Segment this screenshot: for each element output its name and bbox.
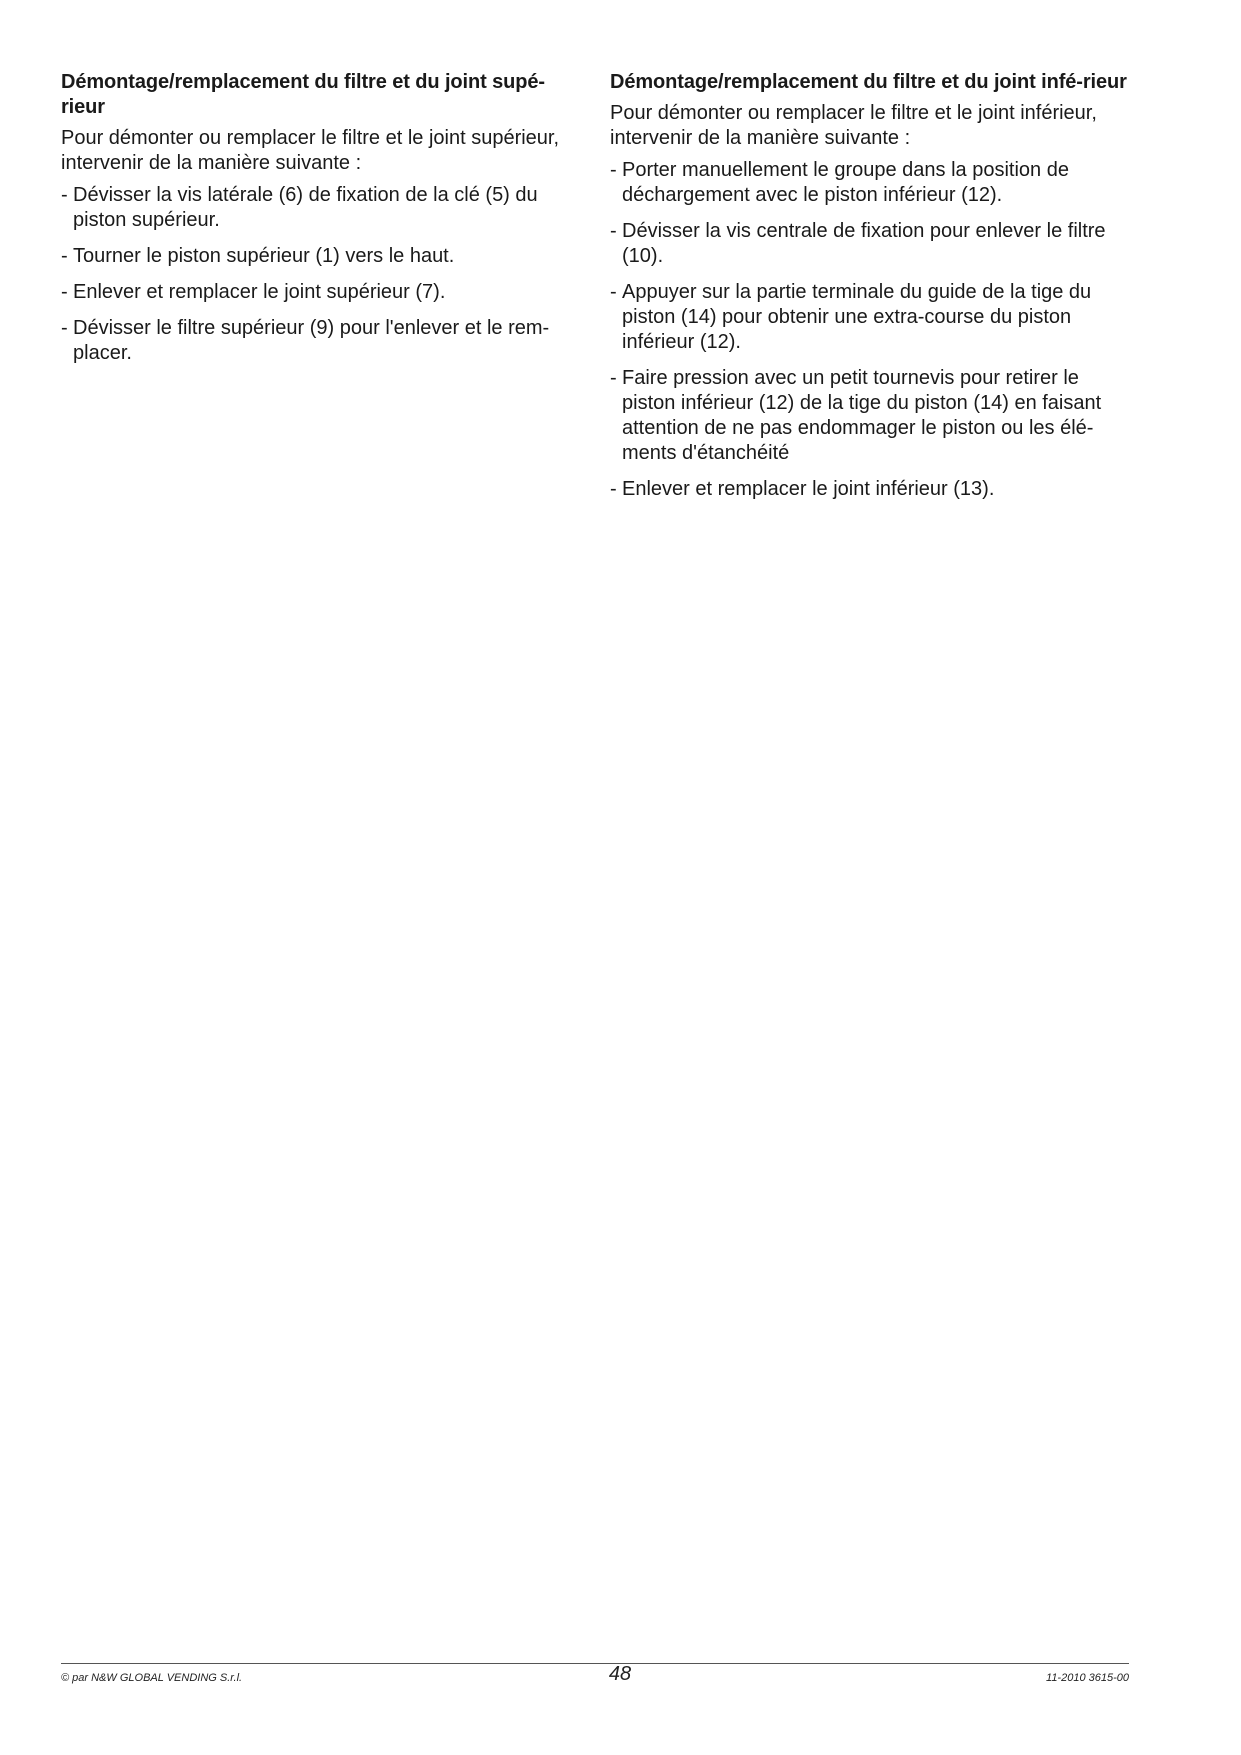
- step-text: Dévisser la vis latérale (6) de fixation de la clé (5) du piston supérieur.: [73, 184, 538, 231]
- step-text: Appuyer sur la partie terminale du guide de la tige du piston (14) pour obtenir une extra-course du piston inférieur (12).: [622, 281, 1092, 353]
- step-item: - Dévisser la vis centrale de fixation pour enlever le filtre (10).: [610, 220, 1106, 267]
- step-item: - Enlever et remplacer le joint supérieur (7).: [61, 281, 446, 303]
- footer-copyright: © par N&W GLOBAL VENDING S.r.l.: [61, 1672, 243, 1684]
- step-text: Tourner le piston supérieur (1) vers le haut.: [73, 245, 455, 267]
- step-text: Dévisser le filtre supérieur (9) pour l'enlever et le rem-placer.: [73, 317, 550, 364]
- right-column: [610, 70, 1135, 513]
- section-intro-upper: Pour démonter ou remplacer le filtre et le joint supérieur, intervenir de la manière suivante :: [61, 127, 560, 174]
- left-column: [61, 70, 581, 377]
- step-item: - Appuyer sur la partie terminale du guide de la tige du piston (14) pour obtenir une extra-course du piston inférieur (12).: [610, 281, 1092, 353]
- step-item: - Tourner le piston supérieur (1) vers le haut.: [61, 245, 455, 267]
- step-item: - Dévisser le filtre supérieur (9) pour l'enlever et le rem-placer.: [61, 317, 550, 364]
- section-intro-lower: Pour démonter ou remplacer le filtre et le joint inférieur, intervenir de la manière suivante :: [610, 102, 1097, 149]
- footer-doc-code: 11-2010 3615-00: [1046, 1672, 1129, 1684]
- step-text: Enlever et remplacer le joint inférieur (13).: [622, 478, 995, 500]
- step-text: Enlever et remplacer le joint supérieur (7).: [73, 281, 446, 303]
- step-text: Faire pression avec un petit tournevis pour retirer le piston inférieur (12) de la tige du piston (14) en faisant attention de ne pas endommager le piston ou les élé-ments d'étanchéité: [622, 367, 1102, 464]
- steps-list-upper: [61, 183, 581, 366]
- step-item: - Dévisser la vis latérale (6) de fixation de la clé (5) du piston supérieur.: [61, 184, 538, 231]
- steps-list-lower: [610, 158, 1135, 502]
- section-title-upper-filter: Démontage/remplacement du filtre et du joint supé-rieur: [61, 71, 545, 118]
- step-item: - Porter manuellement le groupe dans la position de déchargement avec le piston inférieur (12).: [610, 159, 1069, 206]
- step-item: - Faire pression avec un petit tournevis pour retirer le piston inférieur (12) de la tige du piston (14) en faisant attention de ne pas endommager le piston ou les élé-ments d'étanchéité: [610, 367, 1102, 464]
- step-text: Dévisser la vis centrale de fixation pour enlever le filtre (10).: [622, 220, 1106, 267]
- page-number: 48: [608, 1663, 632, 1685]
- step-text: Porter manuellement le groupe dans la position de déchargement avec le piston inférieur (12).: [622, 159, 1069, 206]
- step-item: - Enlever et remplacer le joint inférieur (13).: [610, 478, 995, 500]
- section-title-lower-filter: Démontage/remplacement du filtre et du joint infé-rieur: [610, 71, 1127, 93]
